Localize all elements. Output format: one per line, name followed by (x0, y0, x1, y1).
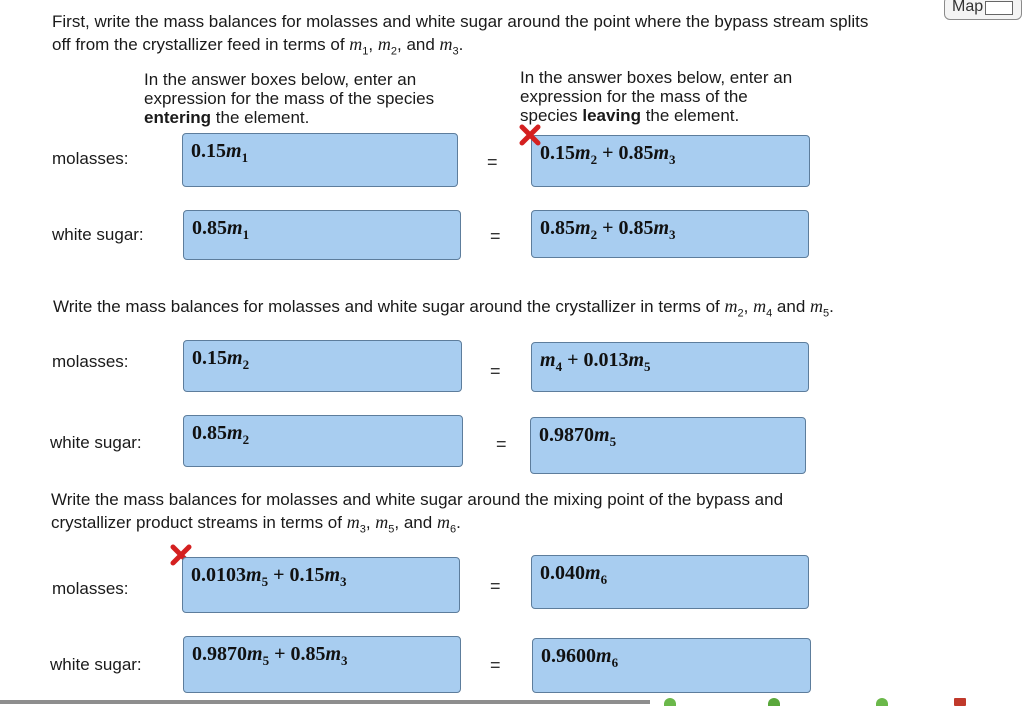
answer-box-leaving-molasses-mixing[interactable]: $0.040m_6$ (531, 555, 809, 609)
map-button[interactable] (944, 0, 1022, 20)
answer-box-leaving-molasses-crystallizer[interactable]: $m_4 + 0.013m_5$ (531, 342, 809, 392)
row-label-molasses: molasses: (52, 352, 129, 371)
answer-box-entering-molasses-split[interactable]: $0.15m_1$ (182, 133, 458, 187)
row-label-white-sugar: white sugar: (52, 225, 144, 244)
section3-intro-line1: Write the mass balances for molasses and white sugar around the mixing point of the bypass and (51, 490, 784, 509)
equals-sign: = (490, 226, 501, 246)
answer-box-leaving-molasses-split[interactable]: $0.15m_2 + 0.85m_3$ (531, 135, 810, 187)
section2-intro: Write the mass balances for molasses and white sugar around the crystallizer in terms of $m_2$, $m_4$ and $m_5$. (53, 296, 834, 320)
equals-sign: = (487, 152, 498, 172)
incorrect-x-icon (518, 123, 542, 147)
section1-intro-line2: off from the crystallizer feed in terms of $m_1$, $m_2$, and $m_3$. (52, 34, 464, 58)
right-column-header: In the answer boxes below, enter an expression for the mass of the species leaving the element. (520, 68, 793, 125)
row-label-white-sugar: white sugar: (50, 655, 142, 674)
answer-box-entering-sugar-split[interactable]: $0.85m_1$ (183, 210, 461, 260)
bottom-divider (0, 700, 650, 704)
toolbar-icon[interactable] (954, 698, 966, 706)
toolbar-icon[interactable] (876, 698, 888, 706)
map-label: Map (952, 0, 984, 15)
answer-box-entering-molasses-crystallizer[interactable]: $0.15m_2$ (183, 340, 462, 392)
left-column-header: In the answer boxes below, enter an expression for the mass of the species entering the element. (144, 70, 435, 127)
toolbar-icon[interactable] (664, 698, 676, 706)
row-label-molasses: molasses: (52, 579, 129, 598)
answer-box-leaving-sugar-split[interactable]: $0.85m_2 + 0.85m_3$ (531, 210, 809, 258)
answer-box-entering-molasses-mixing[interactable]: $0.0103m_5 + 0.15m_3$ (182, 557, 460, 613)
answer-box-leaving-sugar-mixing[interactable]: $0.9600m_6$ (532, 638, 811, 693)
row-label-molasses: molasses: (52, 149, 129, 168)
bottom-toolbar (650, 698, 1024, 706)
equals-sign: = (496, 434, 507, 454)
section3-intro-line2: crystallizer product streams in terms of $m_3$, $m_5$, and $m_6$. (51, 512, 461, 536)
answer-box-entering-sugar-crystallizer[interactable]: $0.85m_2$ (183, 415, 463, 467)
map-grid-icon (985, 1, 1013, 15)
section1-intro-line1: First, write the mass balances for molasses and white sugar around the point where the bypass stream splits (52, 12, 869, 31)
equals-sign: = (490, 576, 501, 596)
answer-box-leaving-sugar-crystallizer[interactable]: $0.9870m_5$ (530, 417, 806, 474)
row-label-white-sugar: white sugar: (50, 433, 142, 452)
answer-box-entering-sugar-mixing[interactable]: $0.9870m_5 + 0.85m_3$ (183, 636, 461, 693)
toolbar-icon[interactable] (768, 698, 780, 706)
equals-sign: = (490, 361, 501, 381)
equals-sign: = (490, 655, 501, 675)
